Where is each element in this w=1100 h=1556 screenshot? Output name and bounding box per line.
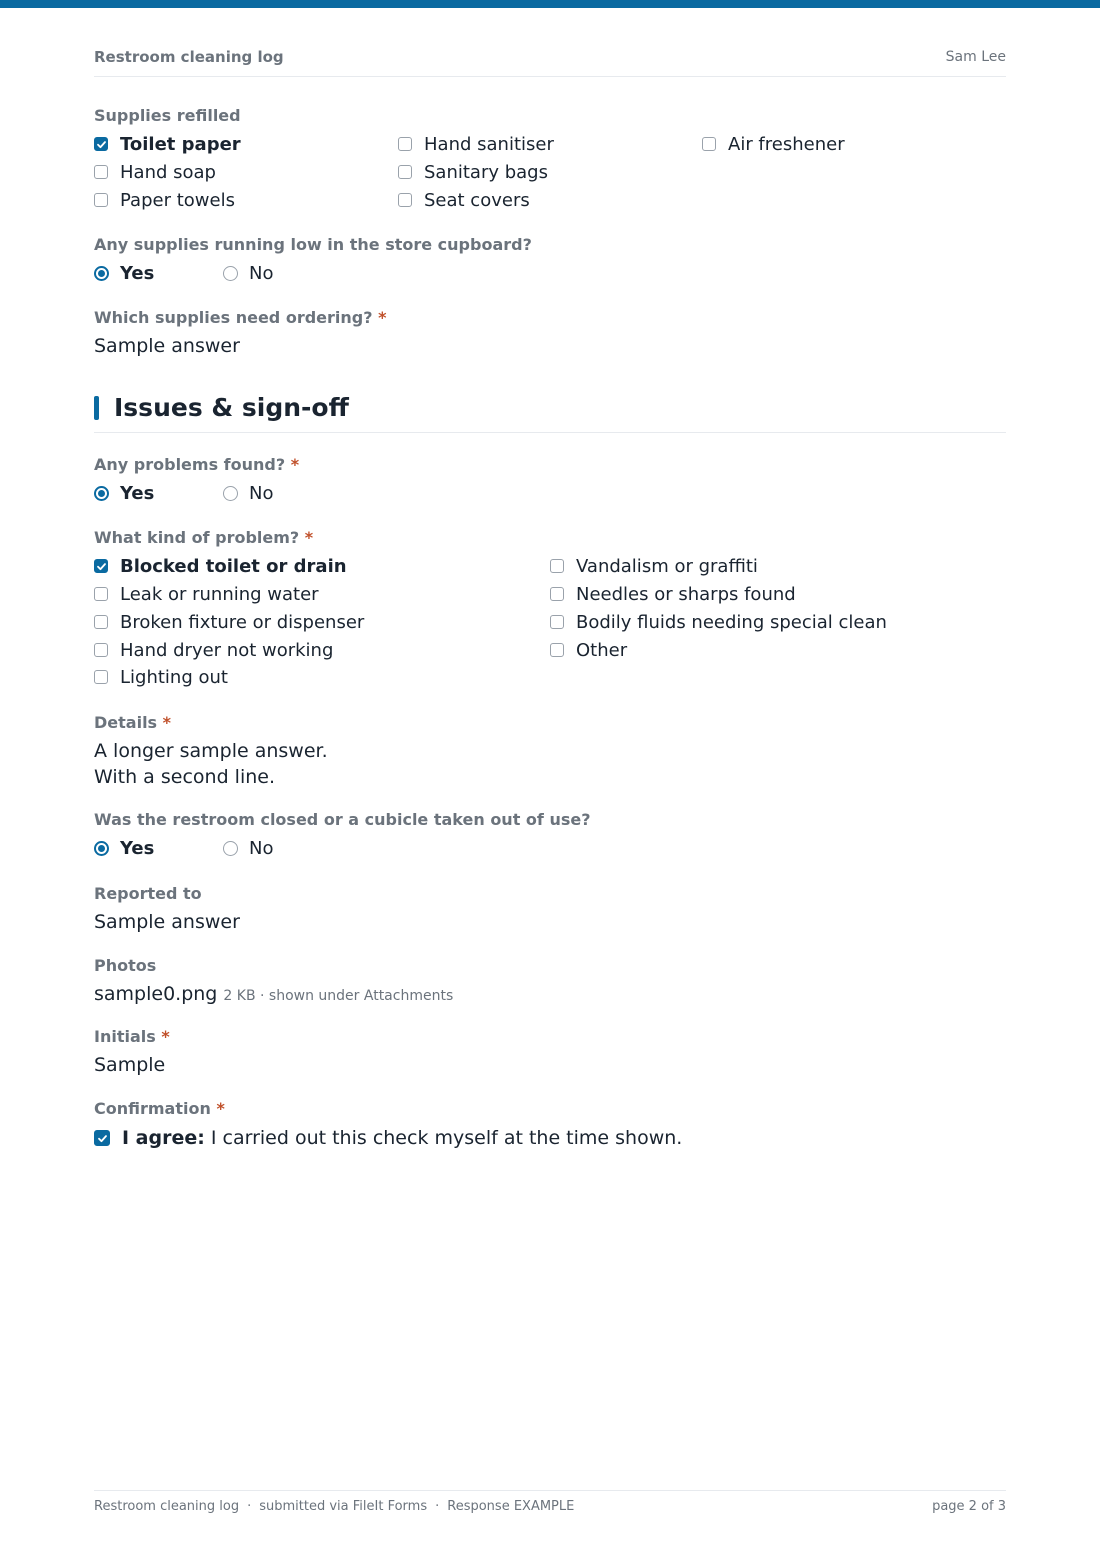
option-label: Blocked toilet or drain [120,555,347,577]
option-label: Hand soap [120,161,216,183]
label-text: Details [94,713,158,732]
radio-option-no[interactable] [223,261,273,285]
radio-icon [223,486,238,501]
page-number: page 2 of 3 [932,1499,1006,1514]
option-label: No [249,262,274,284]
checkbox-icon [94,587,108,601]
field-label [94,1099,1006,1119]
option-label: Needles or sharps found [576,583,796,605]
footer-response-id: Response EXAMPLE [447,1499,575,1514]
field-restroom-closed [94,810,1006,864]
option-label: Leak or running water [120,583,319,605]
option-label: No [249,837,274,859]
checkbox-icon [94,615,108,629]
option-label: Seat covers [424,189,530,211]
option-label: Bodily fluids needing special clean [576,611,887,633]
page-footer [94,1490,1006,1514]
checkbox-option[interactable] [398,188,530,212]
footer-separator: · [435,1499,440,1514]
checkbox-icon [94,670,108,684]
checkbox-option[interactable] [702,132,845,156]
agree-text: I carried out this check myself at the time shown. [210,1127,683,1149]
field-label: Was the restroom closed or a cubicle taken out of use? [94,810,591,829]
label-text: What kind of problem? [94,528,300,547]
checkbox-checked-icon [94,1130,110,1146]
checkbox-icon [94,193,108,207]
field-label: Reported to [94,884,202,903]
attachment-meta: 2 KB · shown under Attachments [223,988,454,1004]
checkbox-option[interactable] [94,554,347,578]
checkbox-icon [550,587,564,601]
checkbox-option[interactable] [94,188,235,212]
radio-option-yes[interactable] [94,836,154,860]
field-supplies-ordering [94,308,1006,359]
checkbox-option[interactable] [398,132,554,156]
checkbox-option[interactable] [550,638,627,662]
field-confirmation [94,1099,1006,1149]
field-problems-found [94,455,1006,509]
required-marker: * [162,713,172,732]
radio-option-no[interactable] [223,481,273,505]
field-supplies-refilled [94,106,1006,216]
field-photos [94,956,1006,1009]
option-label: Yes [120,837,155,859]
checkbox-checked-icon [94,559,108,573]
field-label [94,308,1006,328]
checkbox-option[interactable] [550,554,758,578]
checkbox-option[interactable] [94,638,333,662]
radio-icon [223,266,238,281]
required-marker: * [304,528,314,547]
top-accent-bar [0,0,1100,8]
field-problem-kind [94,528,1006,694]
checkbox-icon [398,193,412,207]
checkbox-icon [550,559,564,573]
checkbox-icon [398,137,412,151]
field-label [94,1027,1006,1047]
answer-value: Sample answer [94,335,240,357]
checkbox-icon [94,643,108,657]
answer-value [94,738,1006,790]
label-text: Any problems found? [94,455,286,474]
field-details [94,713,1006,790]
required-marker: * [290,455,300,474]
answer-value: Sample answer [94,911,240,933]
field-label [94,713,1006,733]
radio-selected-icon [94,486,109,501]
field-supplies-low [94,235,1006,289]
section-title: Issues & sign-off [114,393,349,422]
checkbox-icon [702,137,716,151]
field-label: Any supplies running low in the store cupboard? [94,235,532,254]
option-label: Vandalism or graffiti [576,555,758,577]
option-label: No [249,482,274,504]
option-label: Broken fixture or dispenser [120,611,365,633]
page-header [94,48,1006,77]
attachment-entry [94,981,1006,1009]
option-label: Air freshener [728,133,845,155]
checkbox-checked-icon [94,137,108,151]
checkbox-icon [398,165,412,179]
radio-option-yes[interactable] [94,481,154,505]
option-label: Lighting out [120,666,228,688]
footer-info [94,1499,574,1514]
field-label [94,528,1006,548]
checkbox-option[interactable] [94,665,228,689]
checkbox-icon [550,643,564,657]
checkbox-icon [550,615,564,629]
option-label: Hand dryer not working [120,639,334,661]
checkbox-option[interactable] [94,160,216,184]
label-text: Initials [94,1027,156,1046]
option-label: Sanitary bags [424,161,548,183]
footer-separator: · [247,1499,252,1514]
radio-option-no[interactable] [223,836,273,860]
answer-value: Sample [94,1054,166,1076]
checkbox-option[interactable] [94,610,364,634]
field-label [94,455,1006,475]
user-name: Sam Lee [945,49,1006,65]
label-text: Confirmation [94,1099,211,1118]
checkbox-option[interactable] [398,160,548,184]
radio-option-yes[interactable] [94,261,154,285]
checkbox-option[interactable] [550,610,887,634]
field-label: Supplies refilled [94,106,241,125]
agree-checkbox[interactable] [94,1127,1006,1149]
option-label: Paper towels [120,189,235,211]
radio-selected-icon [94,266,109,281]
required-marker: * [378,308,387,327]
required-marker: * [216,1099,225,1118]
option-label: Hand sanitiser [424,133,554,155]
answer-line: With a second line. [94,766,275,788]
checkbox-option[interactable] [94,582,319,606]
required-marker: * [161,1027,170,1046]
form-title: Restroom cleaning log [94,48,284,66]
checkbox-icon [94,165,108,179]
agree-label: I agree: [122,1127,205,1149]
checkbox-option[interactable] [550,582,796,606]
footer-form-name: Restroom cleaning log [94,1499,240,1514]
option-label: Toilet paper [120,133,241,155]
radio-icon [223,841,238,856]
option-label: Yes [120,482,155,504]
label-text: Which supplies need ordering? [94,308,373,327]
field-initials [94,1027,1006,1078]
attachment-filename[interactable]: sample0.png [94,983,218,1005]
radio-selected-icon [94,841,109,856]
option-label: Other [576,639,628,661]
section-issues-signoff [94,392,1006,433]
field-label: Photos [94,956,157,975]
answer-line: A longer sample answer. [94,740,328,762]
option-label: Yes [120,262,155,284]
field-reported-to [94,884,1006,935]
checkbox-option[interactable] [94,132,241,156]
section-accent-bar [94,396,99,420]
footer-submitted-via: submitted via FileIt Forms [259,1499,428,1514]
